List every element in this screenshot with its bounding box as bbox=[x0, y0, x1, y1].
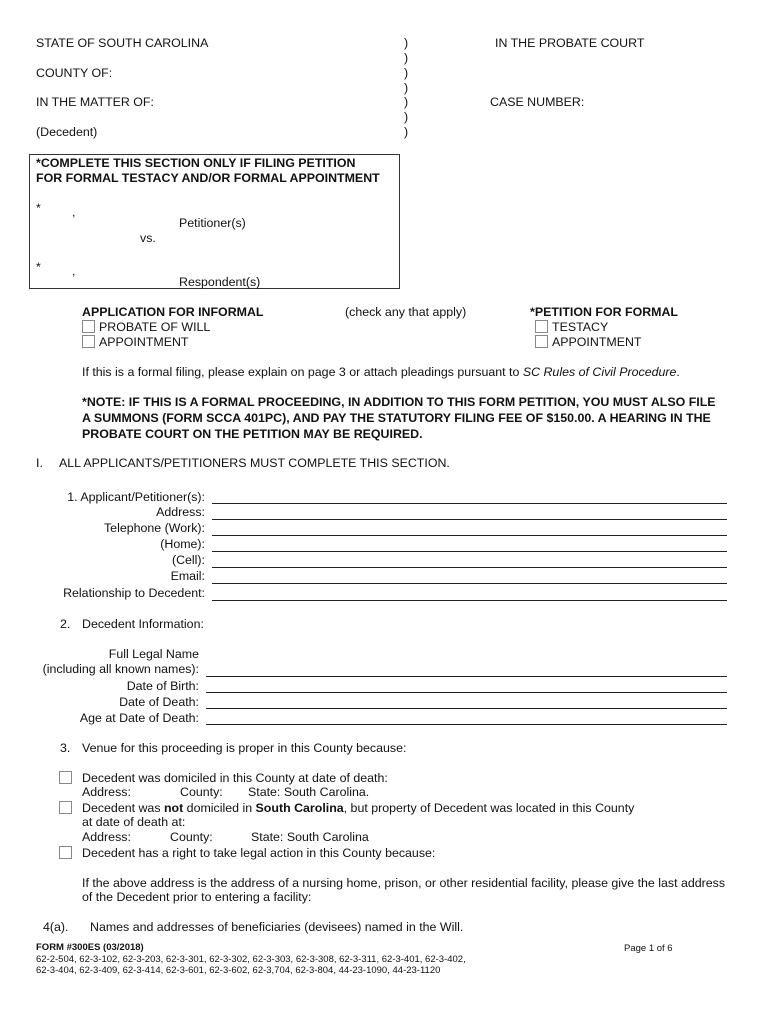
respondent-comma: , bbox=[72, 264, 76, 278]
respondents-label: Respondent(s) bbox=[179, 275, 261, 289]
not-domiciled-post: , but property of Decedent was located in this County bbox=[343, 801, 635, 815]
telephone-home-field[interactable] bbox=[212, 551, 727, 552]
note-line-2: A SUMMONS (FORM SCCA 401PC), AND PAY THE STATUTORY FILING FEE OF $150.00. A HEARING IN THE bbox=[82, 411, 711, 425]
probate-of-will-label: PROBATE OF WILL bbox=[99, 320, 211, 334]
formal-box-title-1: *COMPLETE THIS SECTION ONLY IF FILING PETITION bbox=[36, 156, 356, 170]
respondent-star: * bbox=[36, 260, 41, 274]
age-field[interactable] bbox=[206, 724, 727, 725]
telephone-work-label: Telephone (Work): bbox=[103, 521, 205, 535]
beneficiaries-number: 4(a). bbox=[43, 920, 69, 934]
decedent-label: (Decedent) bbox=[36, 125, 98, 139]
address-label: Address: bbox=[156, 505, 205, 519]
telephone-home-label: (Home): bbox=[160, 537, 205, 551]
email-label: Email: bbox=[170, 569, 205, 583]
note-line-3: PROBATE COURT ON THE PETITION MAY BE REQUIRED. bbox=[82, 427, 423, 441]
property-county-label: County: bbox=[170, 830, 213, 844]
informal-appointment-label: APPOINTMENT bbox=[99, 335, 189, 349]
not-emphasis: not bbox=[163, 801, 184, 815]
relationship-field[interactable] bbox=[212, 600, 727, 601]
domiciled-address-label: Address: bbox=[82, 785, 131, 799]
testacy-checkbox[interactable] bbox=[535, 320, 548, 333]
formal-appointment-checkbox[interactable] bbox=[535, 335, 548, 348]
statute-refs-1: 62-2-504, 62-3-102, 62-3-203, 62-3-301, 62-3-302, 62-3-303, 62-3-308, 62-3-311, 62-3-401, 62-3-402, bbox=[36, 954, 466, 965]
full-legal-name-field[interactable] bbox=[206, 676, 727, 677]
dob-label: Date of Birth: bbox=[126, 679, 199, 693]
form-number: FORM #300ES (03/2018) bbox=[36, 942, 144, 953]
case-number-label: CASE NUMBER: bbox=[490, 95, 585, 109]
note-line-1: *NOTE: IF THIS IS A FORMAL PROCEEDING, IN ADDITION TO THIS FORM PETITION, YOU MUST ALSO FILE bbox=[82, 395, 716, 409]
formal-filing-period: . bbox=[676, 365, 680, 379]
caption-paren: ) bbox=[404, 36, 409, 50]
informal-title: APPLICATION FOR INFORMAL bbox=[82, 305, 264, 319]
applicant-label: 1. Applicant/Petitioner(s): bbox=[67, 490, 205, 504]
venue-number: 3. bbox=[60, 741, 71, 755]
age-label: Age at Date of Death: bbox=[79, 711, 199, 725]
relationship-label: Relationship to Decedent: bbox=[63, 586, 205, 600]
caption-paren: ) bbox=[404, 95, 409, 109]
domiciled-label: Decedent was domiciled in this County at date of death: bbox=[82, 771, 388, 785]
full-legal-name-label: Full Legal Name bbox=[108, 647, 199, 661]
formal-appointment-label: APPOINTMENT bbox=[552, 335, 642, 349]
caption-paren: ) bbox=[404, 81, 409, 95]
decedent-info-heading: Decedent Information: bbox=[82, 617, 204, 631]
matter-label: IN THE MATTER OF: bbox=[36, 95, 154, 109]
legal-action-label: Decedent has a right to take legal action in this County because: bbox=[82, 846, 436, 860]
check-any-note: (check any that apply) bbox=[345, 305, 467, 319]
not-domiciled-line-2: at date of death at: bbox=[82, 815, 186, 829]
vs-label: vs. bbox=[140, 231, 156, 245]
property-address-label: Address: bbox=[82, 830, 131, 844]
beneficiaries-heading: Names and addresses of beneficiaries (devisees) named in the Will. bbox=[90, 920, 464, 934]
caption-paren: ) bbox=[404, 110, 409, 124]
domiciled-county-label: County: bbox=[180, 785, 223, 799]
page-number: Page 1 of 6 bbox=[624, 943, 673, 954]
dod-field[interactable] bbox=[206, 708, 727, 709]
nursing-home-line-1: If the above address is the address of a nursing home, prison, or other residential facility, please give the last address bbox=[82, 876, 726, 890]
not-domiciled-label bbox=[82, 801, 634, 816]
petitioners-label: Petitioner(s) bbox=[179, 216, 246, 230]
applicant-field[interactable] bbox=[212, 503, 727, 504]
dod-label: Date of Death: bbox=[119, 695, 199, 709]
email-field[interactable] bbox=[212, 583, 727, 584]
not-domiciled-pre: Decedent was bbox=[82, 801, 164, 815]
telephone-cell-field[interactable] bbox=[212, 567, 727, 568]
telephone-cell-label: (Cell): bbox=[171, 553, 205, 567]
address-field[interactable] bbox=[212, 519, 727, 520]
known-names-label: (including all known names): bbox=[42, 662, 199, 676]
venue-heading: Venue for this proceeding is proper in this County because: bbox=[82, 741, 407, 755]
petitioner-comma: , bbox=[72, 205, 76, 219]
probate-of-will-checkbox[interactable] bbox=[82, 320, 95, 333]
decedent-info-number: 2. bbox=[60, 617, 71, 631]
caption-paren: ) bbox=[404, 51, 409, 65]
dob-field[interactable] bbox=[206, 692, 727, 693]
caption-paren: ) bbox=[404, 125, 409, 139]
formal-filing-text bbox=[82, 365, 680, 380]
property-state-label: State: South Carolina bbox=[251, 830, 369, 844]
testacy-label: TESTACY bbox=[552, 320, 609, 334]
nursing-home-line-2: of the Decedent prior to entering a facility: bbox=[82, 890, 312, 904]
statute-refs-2: 62-3-404, 62-3-409, 62-3-414, 62-3-601, 62-3-602, 62-3,704, 62-3-804, 44-23-1090, 44-23-1120 bbox=[36, 965, 441, 976]
informal-appointment-checkbox[interactable] bbox=[82, 335, 95, 348]
telephone-work-field[interactable] bbox=[212, 535, 727, 536]
state-label: STATE OF SOUTH CAROLINA bbox=[36, 36, 209, 50]
caption-paren: ) bbox=[404, 66, 409, 80]
sc-rules-reference: SC Rules of Civil Procedure bbox=[522, 365, 677, 379]
domiciled-state-label: State: South Carolina. bbox=[248, 785, 370, 799]
not-domiciled-mid: domiciled in bbox=[183, 801, 256, 815]
county-label: COUNTY OF: bbox=[36, 66, 113, 80]
not-domiciled-checkbox[interactable] bbox=[59, 801, 72, 814]
section-numeral: I. bbox=[36, 456, 43, 470]
formal-box-title-2: FOR FORMAL TESTACY AND/OR FORMAL APPOINTMENT bbox=[36, 171, 380, 185]
formal-title: *PETITION FOR FORMAL bbox=[530, 305, 678, 319]
domiciled-checkbox[interactable] bbox=[59, 771, 72, 784]
court-label: IN THE PROBATE COURT bbox=[495, 36, 645, 50]
legal-action-checkbox[interactable] bbox=[59, 846, 72, 859]
south-carolina-emphasis: South Carolina bbox=[255, 801, 344, 815]
section-title: ALL APPLICANTS/PETITIONERS MUST COMPLETE THIS SECTION. bbox=[59, 456, 450, 470]
petitioner-star: * bbox=[36, 201, 41, 215]
formal-filing-main: If this is a formal filing, please explain on page 3 or attach pleadings pursuant to bbox=[82, 365, 523, 379]
